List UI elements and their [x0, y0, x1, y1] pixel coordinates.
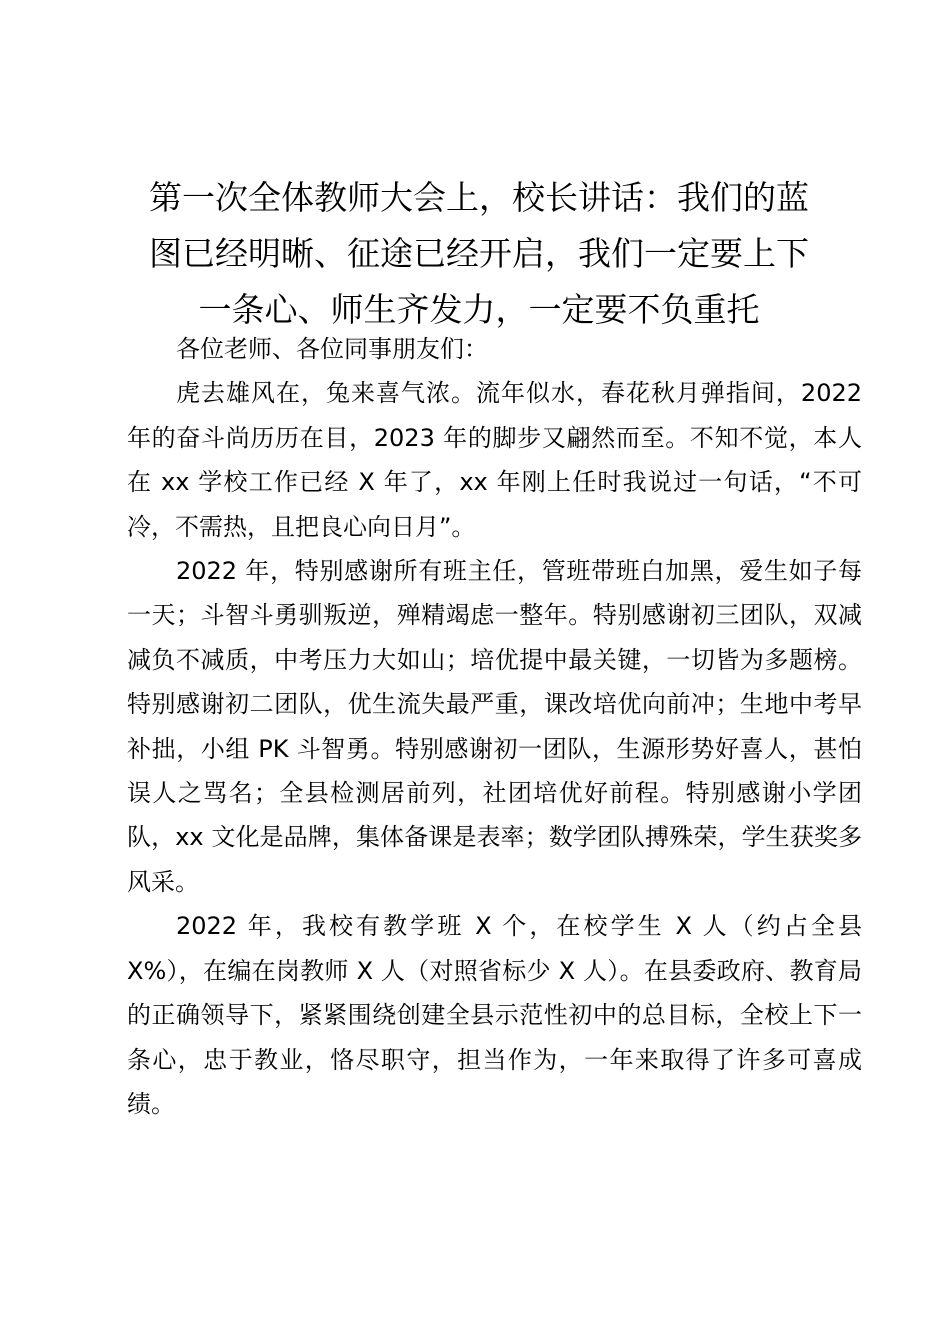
salutation: 各位老师、各位同事朋友们：	[176, 335, 488, 363]
title-line-3: 一条心、师生齐发力，一定要不负重托	[198, 290, 760, 329]
title-line-1: 第一次全体教师大会上，校长讲话：我们的蓝	[149, 178, 809, 217]
paragraph-2: 2022 年，特别感谢所有班主任，管班带班白加黑，爱生如子每一天；斗智斗勇驯叛逆，殚精竭虑一整年。特别感谢初三团队，双减减负不减质，中考压力大如山；培优提中最关键，一切皆为多题榜。特别感谢初二团队，优生流失最严重，课改培优向前冲；生地中考早补拙，小组 PK 斗智勇。特别感谢初一团队，生源形势好喜人，甚怕误人之骂名；全县检测居前列，社团培优好前程。特别感谢小学团队，xx 文化是品牌，集体备课是表率；数学团队搏殊荣，学生获奖多风采。	[127, 557, 862, 896]
title-line-2: 图已经明晰、征途已经开启，我们一定要上下	[149, 234, 809, 273]
document-title	[118, 170, 840, 338]
paragraph-3: 2022 年，我校有教学班 X 个，在校学生 X 人（约占全县 X%），在编在岗教师 X 人（对照省标少 X 人）。在县委政府、教育局的正确领导下，紧紧围绕创建全县示范性初中的总目标，全校上下一条心，忠于教业，恪尽职守，担当作为，一年来取得了许多可喜成绩。	[127, 912, 862, 1118]
document-body	[127, 327, 862, 1126]
paragraph-1: 虎去雄风在，兔来喜气浓。流年似水，春花秋月弹指间，2022 年的奋斗尚历历在目，2023 年的脚步又翩然而至。不知不觉，本人在 xx 学校工作已经 X 年了，xx 年刚上任时我说过一句话，“不可冷，不需热，且把良心向日月”。	[127, 379, 862, 541]
